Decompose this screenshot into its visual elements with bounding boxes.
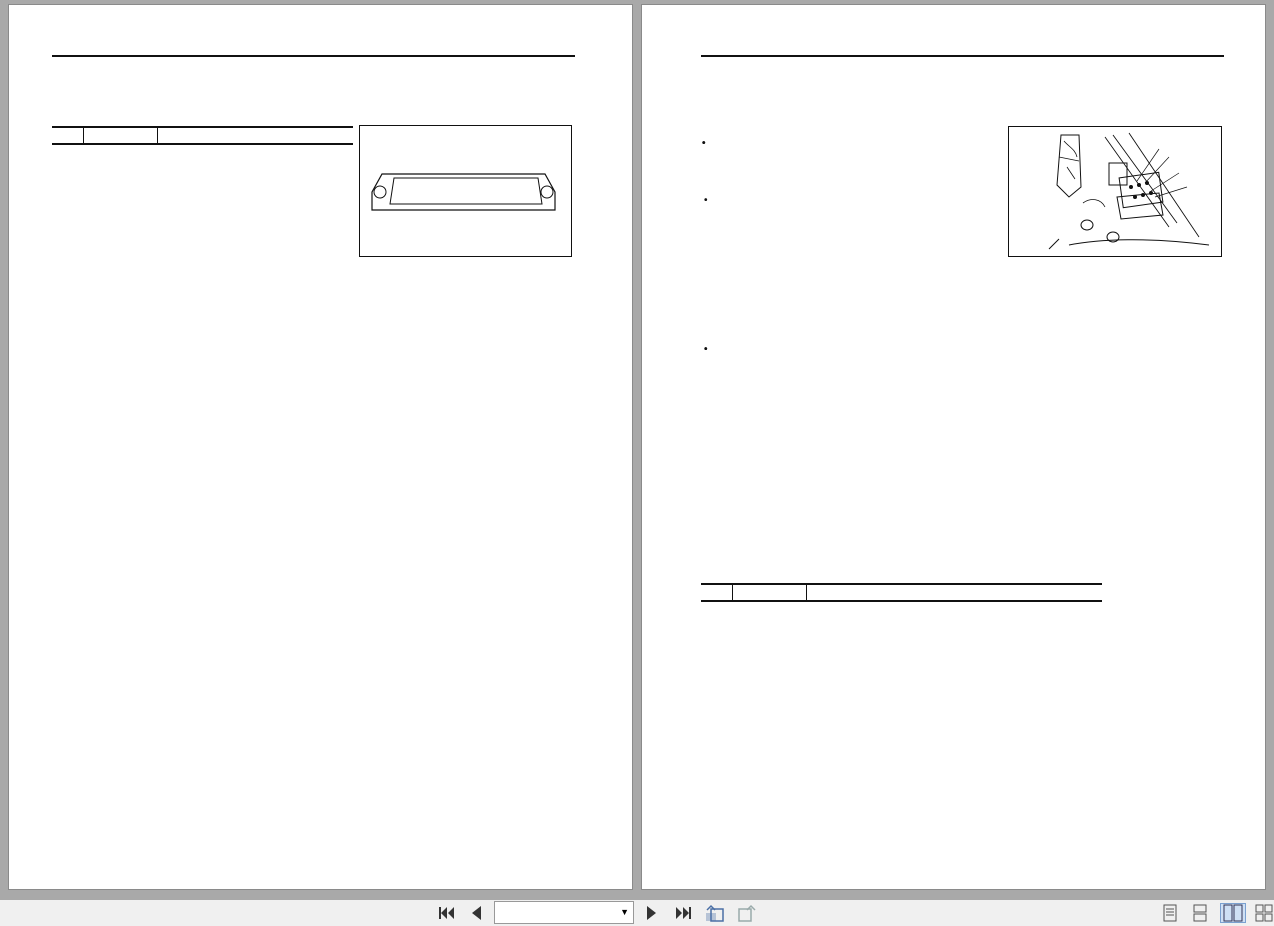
go-forward-icon: [737, 904, 757, 922]
continuous-view-button[interactable]: [1190, 903, 1210, 923]
viewer-toolbar: [0, 900, 1274, 926]
prev-page-button[interactable]: [466, 903, 486, 923]
single-page-view-button[interactable]: [1160, 903, 1180, 923]
column-header-no: [52, 127, 84, 144]
column-header-capacity: [84, 127, 158, 144]
header-rule: [701, 55, 1224, 57]
two-page-view-icon: [1223, 904, 1243, 922]
column-header-circuit: [158, 127, 354, 144]
fuse-box-diagram: [360, 126, 571, 256]
two-page-view-button[interactable]: [1220, 903, 1246, 923]
chevron-down-icon[interactable]: ▼: [620, 907, 629, 917]
column-header-capacity: [733, 584, 807, 601]
single-page-view-icon: [1162, 904, 1178, 922]
next-page-button[interactable]: [642, 903, 662, 923]
circuit-breaker-table: [701, 583, 1102, 602]
fuse-box-figure: [359, 125, 572, 257]
column-header-no: [701, 584, 733, 601]
last-page-button[interactable]: [672, 903, 694, 923]
two-page-continuous-view-button[interactable]: [1254, 903, 1274, 923]
go-back-icon: [705, 904, 725, 922]
go-forward-button[interactable]: [736, 903, 758, 923]
page-number-input[interactable]: [494, 901, 634, 924]
table-header-row: [52, 127, 353, 144]
first-page-icon: [438, 905, 456, 921]
table-header-row: [701, 584, 1102, 601]
go-back-button[interactable]: [704, 903, 726, 923]
prev-page-icon: [469, 905, 483, 921]
next-page-icon: [645, 905, 659, 921]
continuous-view-icon: [1192, 904, 1208, 922]
two-page-continuous-view-icon: [1255, 904, 1273, 922]
circuit-breaker-diagram: [1009, 127, 1221, 256]
left-page: [8, 4, 633, 890]
first-page-button[interactable]: [436, 903, 458, 923]
column-header-circuit: [807, 584, 1103, 601]
right-page: [641, 4, 1266, 890]
fuse-table: [52, 126, 353, 145]
last-page-icon: [674, 905, 692, 921]
circuit-breaker-figure: [1008, 126, 1222, 257]
header-rule: [52, 55, 575, 57]
